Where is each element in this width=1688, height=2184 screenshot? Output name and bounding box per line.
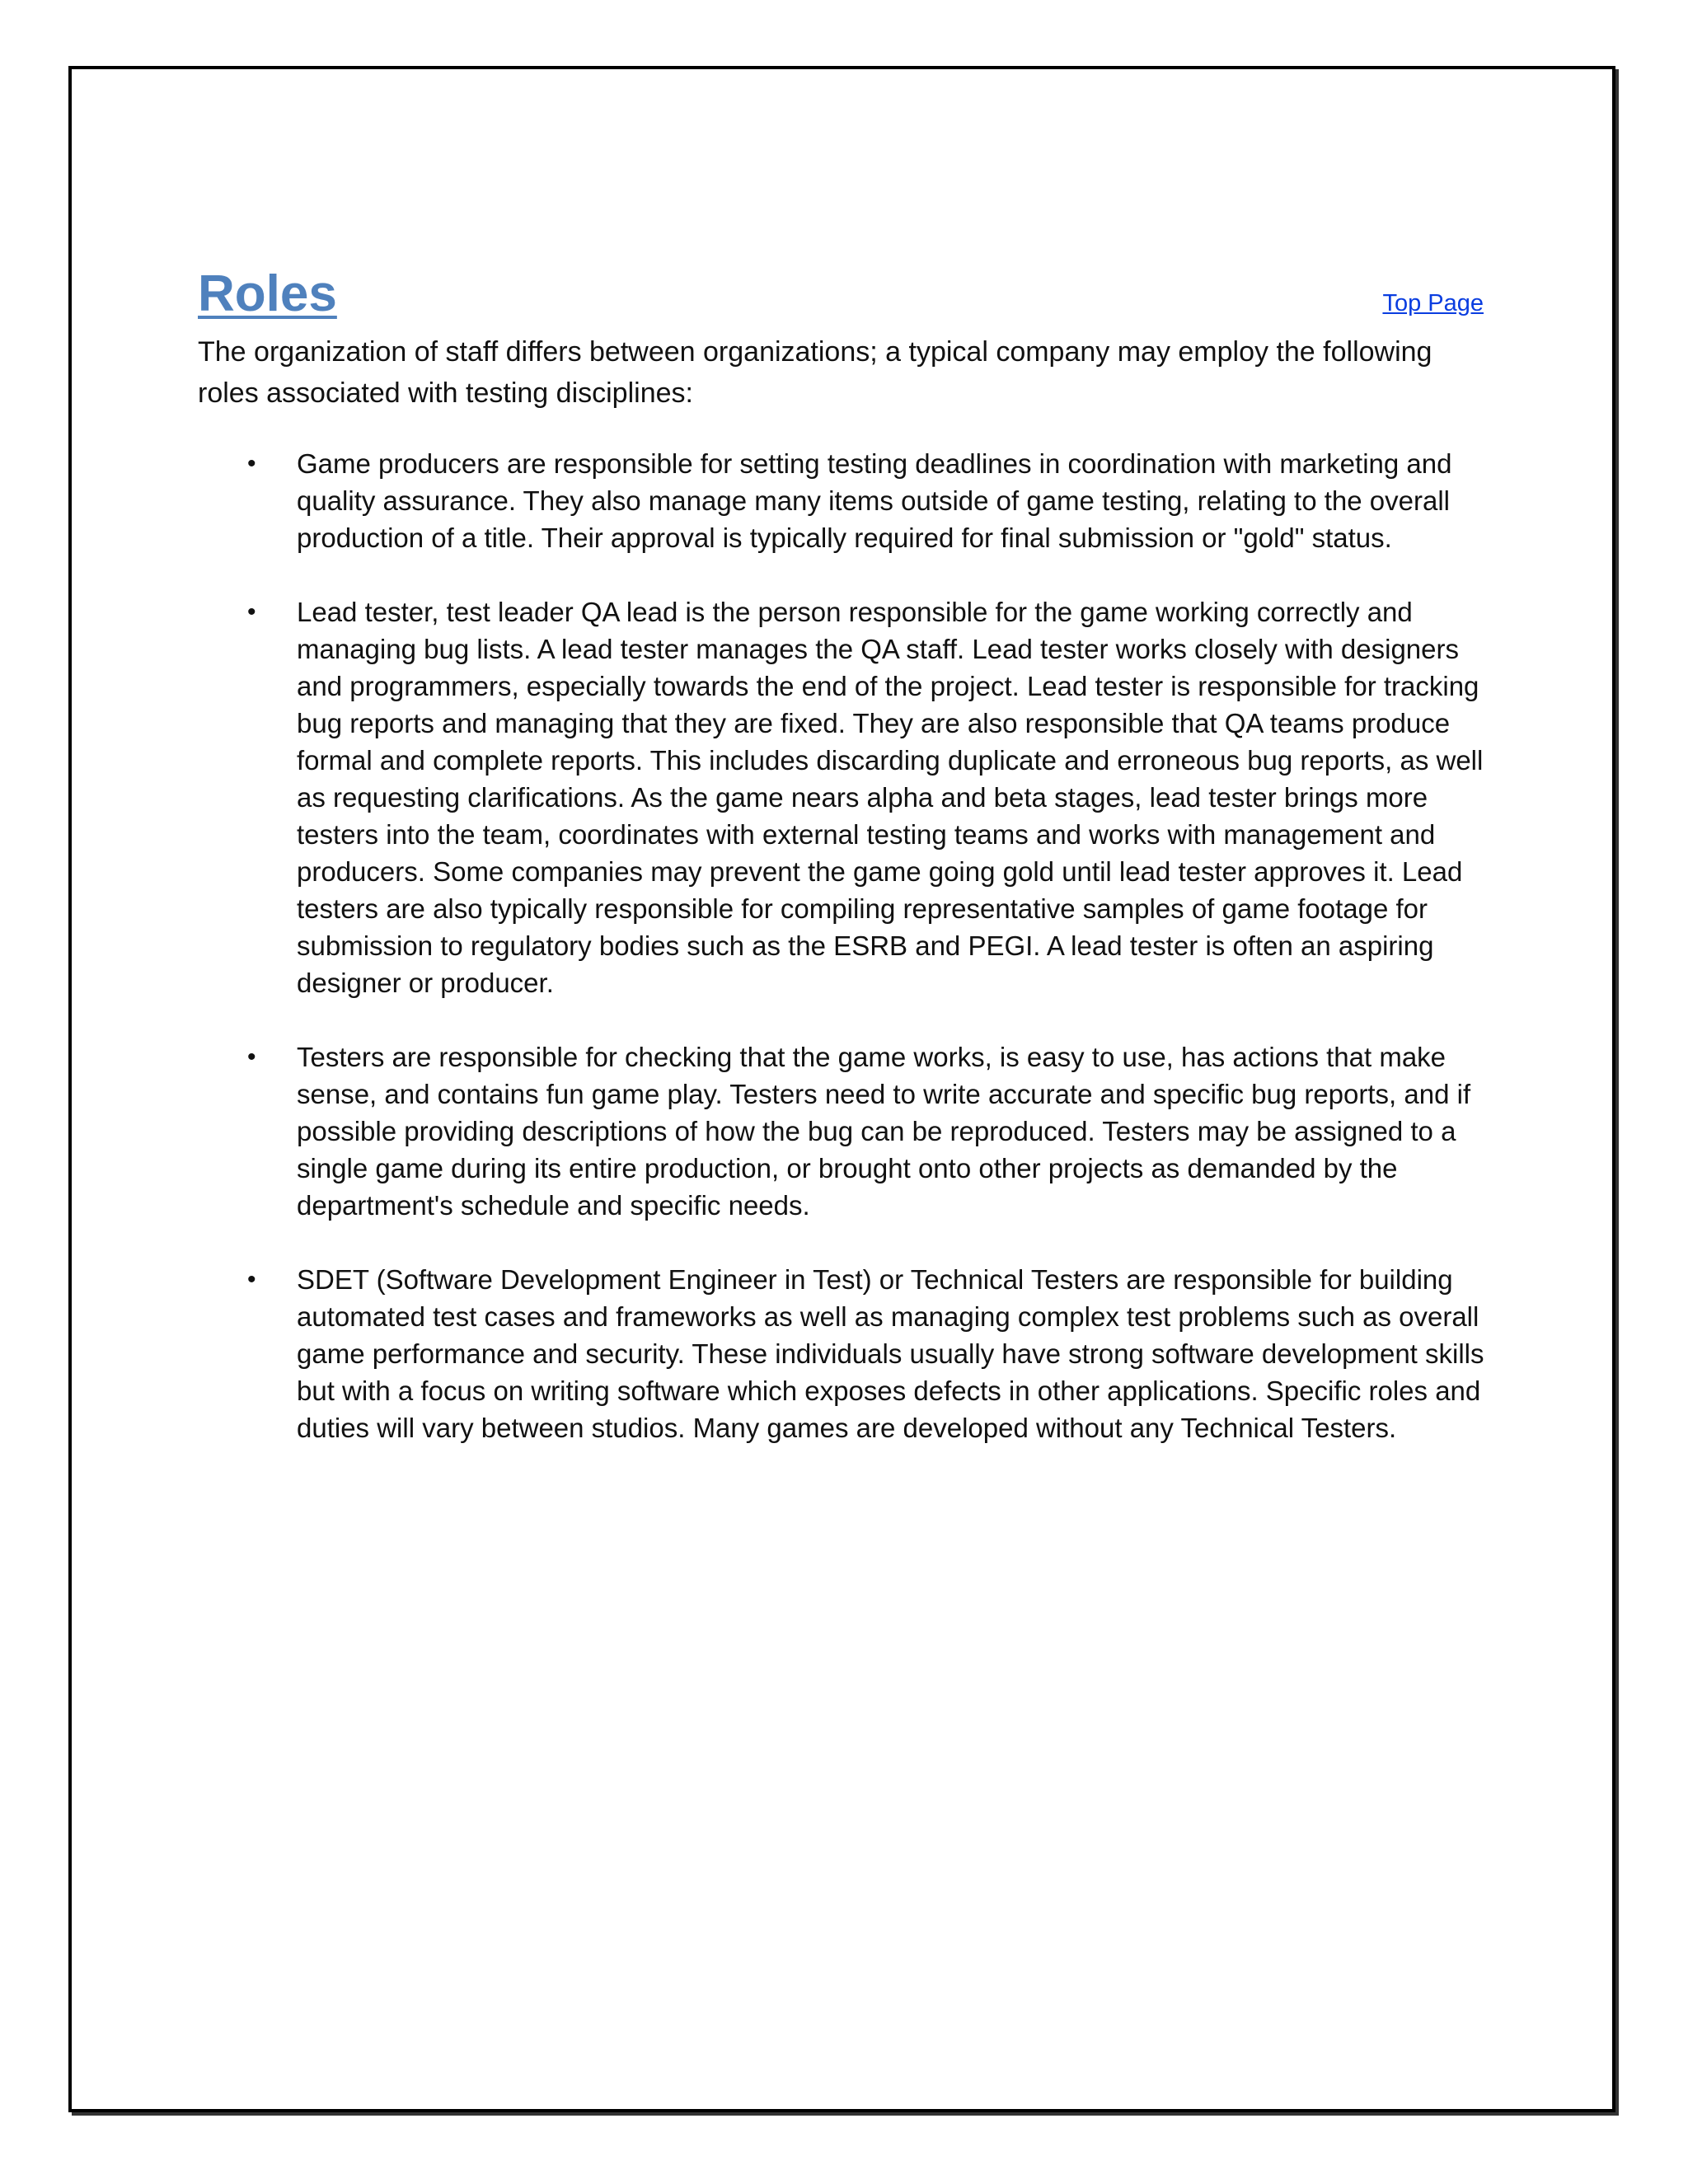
bullet-icon: • — [247, 1266, 256, 1293]
role-item-game-producers — [198, 445, 1492, 556]
bullet-icon: • — [247, 450, 256, 477]
document-content — [198, 262, 1484, 1483]
role-text: Testers are responsible for checking that the game works, is easy to use, has actions that make sense, and contains fun game play. Testers need to write accurate and specific bug reports, and if possible providing descriptions of how the bug can be reproduced. Testers may be assigned to a single game during its entire production, or brought onto other projects as demanded by the department's schedule and specific needs. — [297, 1042, 1471, 1221]
intro-paragraph: The organization of staff differs between organizations; a typical company may employ the following roles associated with testing disciplines: — [198, 336, 1432, 409]
roles-list — [198, 445, 1484, 1446]
role-text: Game producers are responsible for setting testing deadlines in coordination with marketing and quality assurance. They also manage many items outside of game testing, relating to the overall production of a title. Their approval is typically required for final submission or "gold" status. — [297, 448, 1452, 553]
bullet-icon: • — [247, 1043, 256, 1071]
role-text: SDET (Software Development Engineer in Test) or Technical Testers are responsible for building automated test cases and frameworks as well as managing complex test problems such as overall game performance and security. These individuals usually have strong software development skills but with a focus on writing software which exposes defects in other applications. Specific roles and duties will vary between studios. Many games are developed without any Technical Testers. — [297, 1264, 1484, 1443]
role-item-sdet — [198, 1261, 1492, 1446]
role-text: Lead tester, test leader QA lead is the person responsible for the game working correctly and managing bug lists. A lead tester manages the QA staff. Lead tester works closely with designers and programmers, especially towards the end of the project. Lead tester is responsible for tracking bug reports and managing that they are fixed. They are also responsible that QA teams produce formal and complete reports. This includes discarding duplicate and erroneous bug reports, as well as requesting clarifications. As the game nears alpha and beta stages, lead tester brings more testers into the team, coordinates with external testing teams and works with management and producers. Some companies may prevent the game going gold until lead tester approves it. Lead testers are also typically responsible for compiling representative samples of game footage for submission to regulatory bodies such as the ESRB and PEGI. A lead tester is often an aspiring designer or producer. — [297, 597, 1484, 998]
page-title: Roles — [198, 265, 337, 322]
bullet-icon: • — [247, 598, 256, 626]
top-page-link[interactable]: Top Page — [1382, 290, 1484, 316]
role-item-testers — [198, 1038, 1492, 1224]
title-row — [198, 262, 1484, 326]
role-item-lead-tester — [198, 593, 1492, 1001]
